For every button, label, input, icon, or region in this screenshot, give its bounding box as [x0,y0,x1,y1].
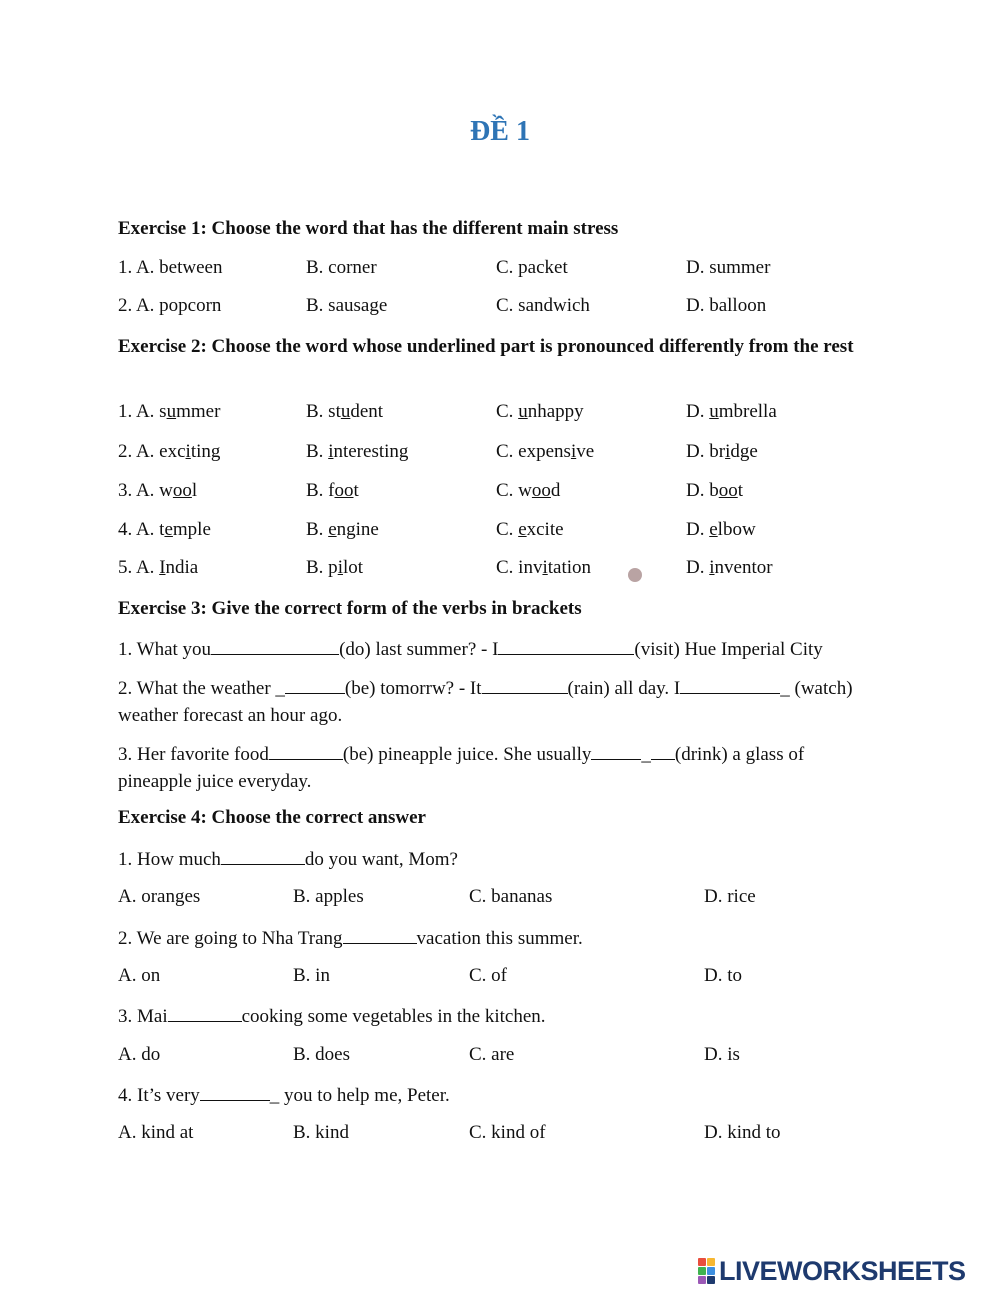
question-text: (rain) all day. I [567,678,681,699]
underlined-part: e [328,519,337,540]
option-text: B. f [306,480,335,501]
ex4-q3-option-d[interactable]: D. is [704,1044,740,1065]
ex4-question-3 [118,1003,546,1029]
ex2-q5-option-c[interactable] [496,556,591,580]
option-text: B. st [306,401,341,422]
logo-square [698,1267,706,1275]
option-text: xcite [526,519,564,540]
exercise-4-heading: Exercise 4: Choose the correct answer [118,807,426,828]
option-text: mmer [176,401,221,422]
ex2-q3-option-c[interactable] [496,479,560,503]
ex4-q1-option-d[interactable]: D. rice [704,886,756,907]
underlined-part: u [709,401,719,422]
ex2-q3-option-a[interactable] [118,479,197,503]
ex1-q1-option-d[interactable]: D. summer [686,257,771,278]
underlined-part: i [725,441,731,462]
option-text: t [737,480,744,501]
ex2-q2-option-c[interactable] [496,440,594,464]
option-text: lbow [717,519,756,540]
underlined-part: oo [531,480,551,501]
option-text: C. expens [496,441,571,462]
question-text: 2. What the weather _ [118,678,285,699]
ex4-question-1 [118,846,458,872]
question-text: (watch) weather forecast an hour ago. [118,678,853,726]
logo-square [707,1276,715,1284]
question-text: _ [780,678,790,699]
question-text: (drink) a glass of pineapple juice everyday. [118,744,805,792]
ex2-q1-option-d[interactable] [686,400,777,424]
option-text: mple [172,519,211,540]
ex2-q1-option-a[interactable] [118,400,220,424]
ex2-q4-option-c[interactable] [496,518,564,542]
option-text: tation [547,557,592,578]
ex1-q2-option-a[interactable]: 2. A. popcorn [118,295,222,316]
ex4-q2-option-b[interactable]: B. in [293,965,330,986]
underlined-part: i [570,441,577,462]
question-text: cooking some vegetables in the kitchen. [241,1006,546,1027]
ex3-question-3 [118,741,878,795]
answer-blank[interactable] [269,741,343,760]
option-text: ngine [336,519,379,540]
ex2-q2-option-d[interactable] [686,440,758,464]
ex4-q3-option-b[interactable]: B. does [293,1044,350,1065]
question-text: 1. How much [118,849,221,870]
option-text: mbrella [718,401,777,422]
option-text: t [353,480,359,501]
underlined-part: oo [334,480,354,501]
answer-blank[interactable] [221,846,305,865]
underlined-part: i [185,441,191,462]
ex4-q1-option-b[interactable]: B. apples [293,886,364,907]
ex4-q4-option-b[interactable]: B. kind [293,1122,349,1143]
underlined-part: i [328,441,334,462]
logo-square [707,1258,715,1266]
ex4-q3-option-a[interactable]: A. do [118,1044,161,1065]
underlined-part: i [542,557,548,578]
ex1-q2-option-c[interactable]: C. sandwich [496,295,590,316]
ex2-q2-option-a[interactable] [118,440,220,464]
ex1-q1-option-b[interactable]: B. corner [306,257,377,278]
underlined-part: u [340,401,351,422]
question-text: (be) pineapple juice. She usually [342,744,592,765]
answer-blank[interactable] [211,636,339,655]
ex2-q2-option-b[interactable] [306,440,408,464]
ex4-q2-option-c[interactable]: C. of [469,965,507,986]
option-text: l [191,480,198,501]
ex3-question-2 [118,675,878,729]
ex2-q4-option-b[interactable] [306,518,379,542]
answer-blank[interactable] [285,675,345,694]
option-text: D. [686,557,710,578]
ex2-q5-option-d[interactable] [686,556,773,580]
question-text: 4. It’s very [118,1085,200,1106]
option-text: ve [576,441,595,462]
ex2-q5-option-a[interactable] [118,556,198,580]
option-text: C. [496,401,519,422]
exercise-2-heading: Exercise 2: Choose the word whose underlined part is pronounced differently from the rest [118,336,854,357]
question-text: 3. Her favorite food [118,744,269,765]
option-text: C. [496,519,519,540]
underlined-part: i [709,557,715,578]
ex4-question-4 [118,1082,450,1108]
ex4-q4-option-c[interactable]: C. kind of [469,1122,546,1143]
ex4-question-2 [118,925,583,951]
question-text: (do) last summer? - I [339,639,499,660]
answer-blank[interactable] [498,636,634,655]
answer-blank[interactable] [680,675,780,694]
underlined-part: oo [718,480,738,501]
answer-blank[interactable] [591,741,641,760]
logo-square [698,1276,706,1284]
option-text: C. inv [496,557,543,578]
question-text: (be) tomorrw? - It [344,678,482,699]
option-text: nteresting [333,441,409,462]
page-title: ĐỀ 1 [470,116,530,147]
option-text: D. [686,401,710,422]
ex1-q1-option-a[interactable]: 1. A. between [118,257,223,278]
option-text: ndia [165,557,199,578]
ex2-q3-option-b[interactable] [306,479,359,503]
ex4-q2-option-a[interactable]: A. on [118,965,161,986]
selection-marker-dot [628,568,642,582]
ex1-q2-option-d[interactable]: D. balloon [686,295,767,316]
option-text: d [550,480,561,501]
ex4-q3-option-c[interactable]: C. are [469,1044,515,1065]
option-text: lot [342,557,364,578]
option-text: 3. A. w [118,480,173,501]
question-text: _ you to help me, Peter. [269,1085,450,1106]
underlined-part: I [159,557,166,578]
question-text: 2. We are going to Nha Trang [118,928,343,949]
ex4-q4-option-a[interactable]: A. kind at [118,1122,194,1143]
underlined-part: e [518,519,527,540]
ex4-q1-option-a[interactable]: A. oranges [118,886,201,907]
ex4-q1-option-c[interactable]: C. bananas [469,886,553,907]
option-text: 5. A. [118,557,160,578]
answer-blank[interactable] [482,675,568,694]
answer-blank[interactable] [168,1003,242,1022]
option-text: ting [190,441,221,462]
logo-square [707,1267,715,1275]
option-text: 1. A. s [118,401,167,422]
option-text: B. [306,519,329,540]
option-text: D. [686,519,710,540]
ex2-q1-option-b[interactable] [306,400,383,424]
liveworksheets-logo-icon [698,1258,715,1284]
ex2-q1-option-c[interactable] [496,400,584,424]
option-text: B. [306,441,329,462]
underlined-part: i [337,557,343,578]
exercise-3-heading: Exercise 3: Give the correct form of the verbs in brackets [118,598,582,619]
underlined-part: u [518,401,528,422]
option-text: 2. A. exc [118,441,186,462]
exercise-1-heading: Exercise 1: Choose the word that has the different main stress [118,218,619,239]
ex2-q4-option-a[interactable] [118,518,211,542]
ex4-q2-option-d[interactable]: D. to [704,965,742,986]
underlined-part: e [709,519,718,540]
question-text: _ [641,744,651,765]
ex3-question-1 [118,636,823,662]
answer-blank[interactable] [343,925,417,944]
ex2-q5-option-b[interactable] [306,556,363,580]
option-text: B. p [306,557,338,578]
logo-text: LIVEWORKSHEETS [719,1255,966,1286]
ex1-q2-option-b[interactable]: B. sausage [306,295,388,316]
underlined-part: u [166,401,177,422]
question-text: 1. What you [118,639,212,660]
option-text: dent [350,401,384,422]
underlined-part: oo [172,480,192,501]
underlined-part: e [164,519,173,540]
option-text: nhappy [527,401,584,422]
question-text: (visit) Hue Imperial City [634,639,823,660]
ex2-q4-option-d[interactable] [686,518,756,542]
answer-blank[interactable] [200,1082,270,1101]
ex1-q1-option-c[interactable]: C. packet [496,257,568,278]
ex2-q3-option-d[interactable] [686,479,743,503]
logo-square [698,1258,706,1266]
answer-blank[interactable] [651,741,675,760]
liveworksheets-logo [698,1256,966,1286]
option-text: nventor [714,557,773,578]
option-text: 4. A. t [118,519,165,540]
option-text: D. br [686,441,726,462]
question-text: do you want, Mom? [304,849,458,870]
question-text: 3. Mai [118,1006,168,1027]
option-text: dge [730,441,758,462]
ex4-q4-option-d[interactable]: D. kind to [704,1122,781,1143]
option-text: D. b [686,480,719,501]
option-text: C. w [496,480,532,501]
question-text: vacation this summer. [416,928,583,949]
